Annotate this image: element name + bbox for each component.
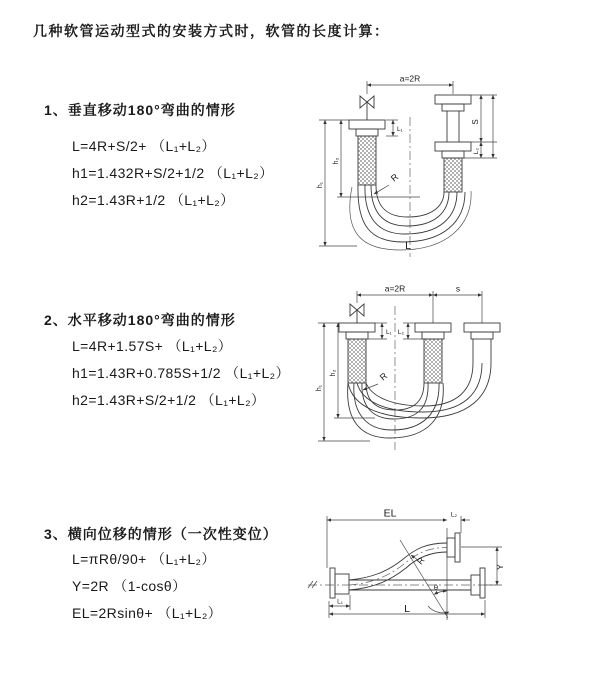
formula-line: Y=2R （1-cosθ）	[72, 578, 187, 594]
dim-label-a2r: a=2R	[399, 73, 421, 84]
dim-label-h2: h₂	[330, 369, 337, 377]
dim-el-l2	[327, 508, 470, 621]
dim-label-s: S	[471, 119, 480, 125]
dim-l1	[366, 323, 393, 339]
dim-label-l1: L₁	[397, 126, 403, 133]
formula-line: h1=1.432R+S/2+1/2 （L₁+L₂）	[72, 165, 274, 181]
dim-radius	[374, 171, 401, 194]
diagram-horizontal-180-bend	[300, 278, 600, 463]
dim-label-y: Y	[495, 564, 505, 570]
dim-label-l2: L₂	[397, 329, 404, 336]
dim-label-l: L	[405, 240, 411, 252]
dim-label-h2: h₂	[333, 157, 340, 165]
valve-icon	[350, 304, 364, 323]
right-pipe-fitting	[464, 323, 500, 363]
dim-label-el: EL	[383, 507, 397, 520]
page-title: 几种软管运动型式的安装方式时，软管的长度计算：	[33, 23, 390, 39]
diagram-vertical-180-bend	[305, 65, 595, 265]
middle-pipe-fitting	[415, 323, 451, 383]
hose-displaced-position	[349, 543, 447, 590]
section-1-heading: 1、垂直移动180°弯曲的情形	[44, 102, 236, 118]
formula-line: L=πRθ/90+ （L₁+L₂）	[72, 551, 216, 567]
section-2-heading: 2、水平移动180°弯曲的情形	[44, 312, 236, 328]
dim-label-h1: h₁	[317, 181, 324, 189]
right-pipe-fitting	[435, 95, 471, 192]
dim-l1	[386, 120, 404, 136]
dim-label-l: L	[404, 603, 410, 615]
dim-label-r: R	[388, 171, 401, 184]
formula-line: L=4R+1.57S+ （L₁+L₂）	[72, 338, 233, 354]
left-flange	[330, 568, 349, 598]
break-mark	[308, 581, 317, 588]
top-flange	[447, 533, 460, 562]
formula-line: h1=1.43R+0.785S+1/2 （L₁+L₂）	[72, 365, 290, 381]
left-pipe-fitting	[339, 323, 375, 383]
dim-label-l2: L₂	[450, 511, 458, 519]
dim-l2	[398, 323, 424, 339]
dim-a2r-s	[357, 284, 482, 324]
dim-label-a2r: a=2R	[384, 283, 406, 294]
hose-u-deep	[348, 383, 444, 438]
diagram-lateral-displacement	[300, 498, 600, 643]
dim-label-h1: h₁	[316, 384, 323, 392]
formula-line: h2=1.43R+1/2 （L₁+L₂）	[72, 192, 235, 208]
dim-l-l1	[329, 595, 485, 618]
dim-label-r: R	[377, 370, 390, 383]
dim-radius	[363, 370, 390, 390]
formula-line: L=4R+S/2+ （L₁+L₂）	[72, 138, 216, 154]
dim-label-l1: L₁	[337, 598, 343, 606]
dim-label-l1: L₁	[386, 329, 392, 336]
right-flange	[471, 568, 485, 598]
section-3-heading: 3、横向位移的情形（一次性变位）	[44, 526, 278, 542]
formula-line: EL=2Rsinθ+ （L₁+L₂）	[72, 605, 223, 621]
dim-label-l2: L₂	[473, 147, 480, 155]
valve-icon	[360, 96, 374, 120]
dim-label-theta: θ	[433, 583, 439, 592]
formula-line: h2=1.43R+S/2+1/2 （L₁+L₂）	[72, 392, 266, 408]
left-pipe-fitting	[349, 120, 385, 185]
dim-label-r: R	[414, 555, 427, 567]
dim-label-s: s	[455, 283, 461, 294]
dim-a2r	[367, 74, 453, 95]
dim-y	[461, 547, 505, 585]
